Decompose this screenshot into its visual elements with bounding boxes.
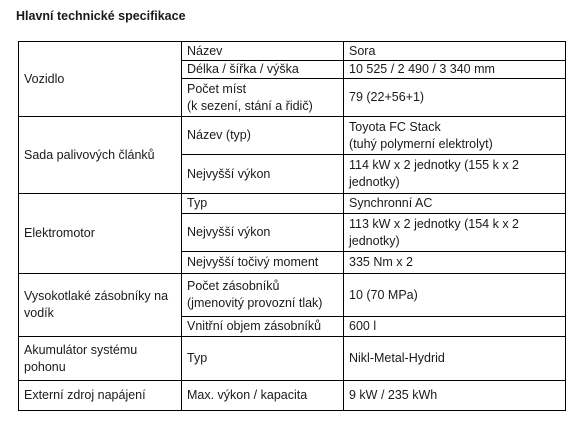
page-title: Hlavní technické specifikace (16, 9, 186, 23)
parameter-value: 600 l (344, 317, 566, 337)
parameter-name: Délka / šířka / výška (182, 61, 344, 79)
parameter-value: 113 kW x 2 jednotky (154 k x 2 jednotky) (344, 214, 566, 252)
group-label: Sada palivových článků (19, 117, 182, 194)
spec-row (19, 194, 566, 214)
group-label: Vysokotlaké zásobníky na vodík (19, 274, 182, 337)
parameter-name: Název (typ) (182, 117, 344, 155)
parameter-name: Typ (182, 194, 344, 214)
parameter-value: 10 (70 MPa) (344, 274, 566, 317)
parameter-value: Synchronní AC (344, 194, 566, 214)
group-label: Akumulátor systému pohonu (19, 337, 182, 381)
spec-row (19, 337, 566, 381)
parameter-name: Název (182, 42, 344, 61)
parameter-name: Nejvyšší výkon (182, 155, 344, 194)
spec-row (19, 117, 566, 155)
parameter-name: Nejvyšší výkon (182, 214, 344, 252)
parameter-name: Max. výkon / kapacita (182, 381, 344, 411)
parameter-name: Nejvyšší točivý moment (182, 252, 344, 274)
parameter-value: Sora (344, 42, 566, 61)
group-label: Elektromotor (19, 194, 182, 274)
group-label: Externí zdroj napájení (19, 381, 182, 411)
parameter-value: 79 (22+56+1) (344, 79, 566, 117)
parameter-name: Počet míst (k sezení, stání a řidič) (182, 79, 344, 117)
spec-row (19, 381, 566, 411)
spec-table (18, 41, 566, 411)
parameter-value: 10 525 / 2 490 / 3 340 mm (344, 61, 566, 79)
group-label: Vozidlo (19, 42, 182, 117)
parameter-name: Typ (182, 337, 344, 381)
spec-row (19, 274, 566, 317)
parameter-name: Vnitřní objem zásobníků (182, 317, 344, 337)
parameter-value: 114 kW x 2 jednotky (155 k x 2 jednotky) (344, 155, 566, 194)
parameter-value: 9 kW / 235 kWh (344, 381, 566, 411)
parameter-value: 335 Nm x 2 (344, 252, 566, 274)
parameter-name: Počet zásobníků (jmenovitý provozní tlak) (182, 274, 344, 317)
spec-table-body (19, 42, 566, 411)
spec-row (19, 42, 566, 61)
parameter-value: Toyota FC Stack (tuhý polymerní elektrolyt) (344, 117, 566, 155)
parameter-value: Nikl-Metal-Hydrid (344, 337, 566, 381)
